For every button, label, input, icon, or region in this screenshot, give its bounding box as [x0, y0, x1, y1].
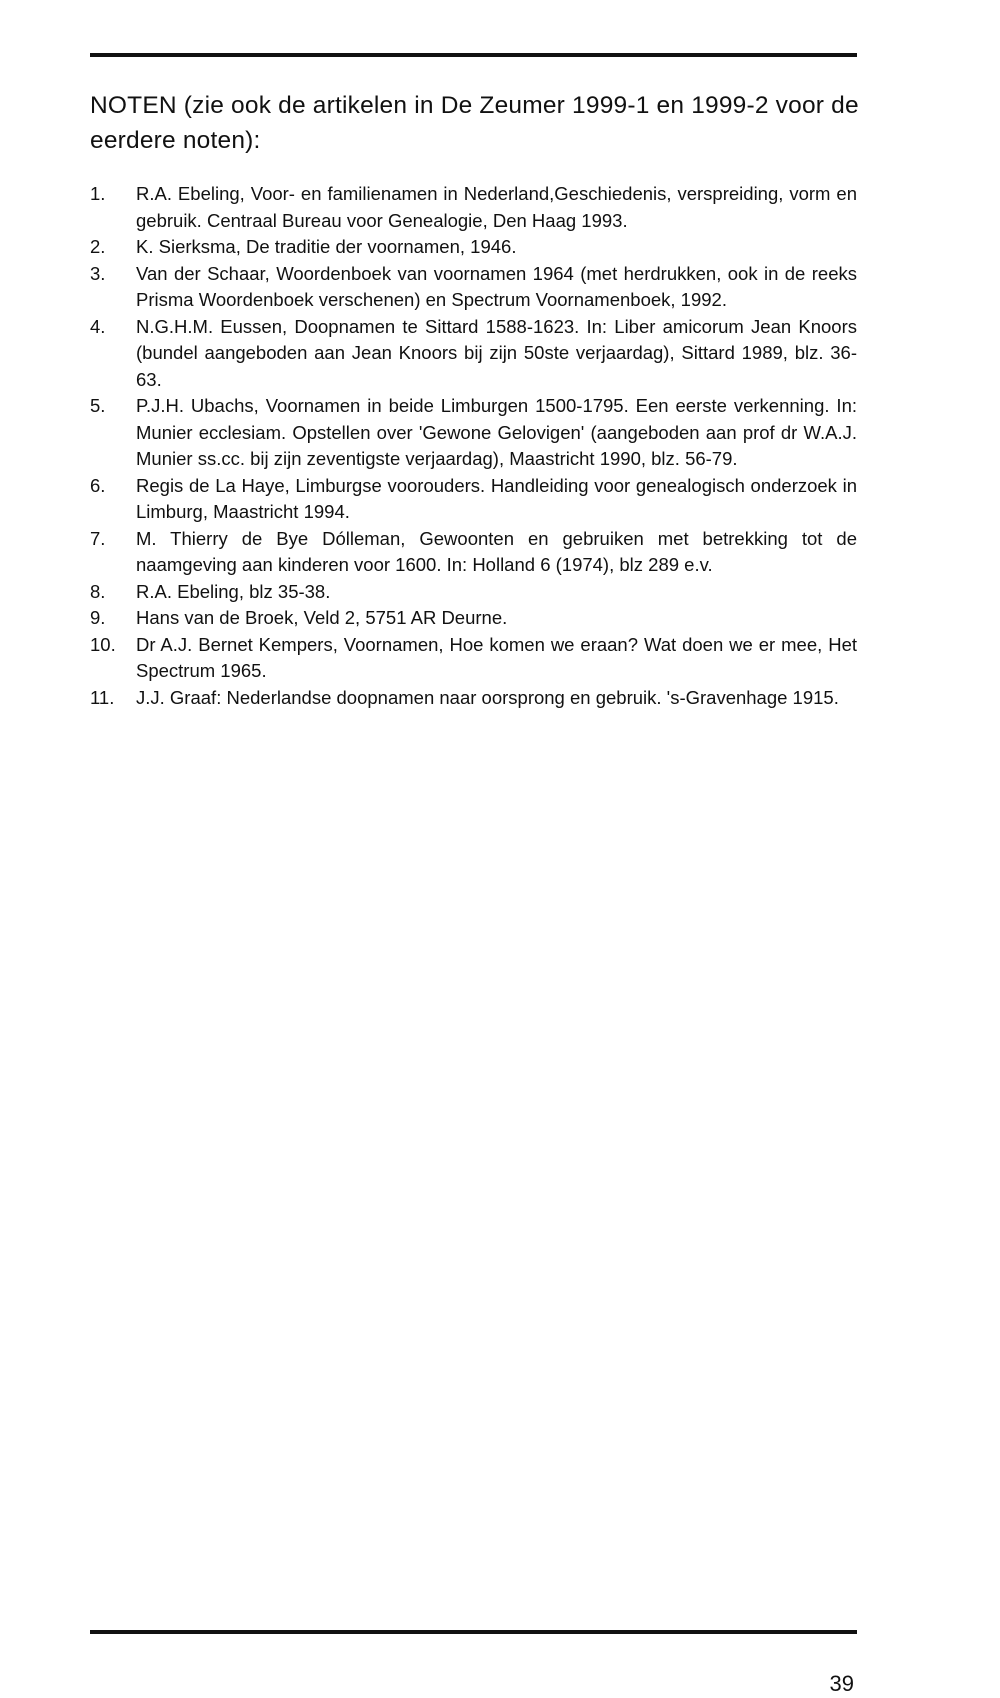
notes-heading: NOTEN (zie ook de artikelen in De Zeumer 1999-1 en 1999-2 voor de eerdere noten): [90, 92, 859, 154]
note-item [90, 473, 857, 526]
note-item [90, 181, 857, 234]
note-number: 2. [90, 236, 106, 257]
note-item [90, 261, 857, 314]
note-number: 7. [90, 527, 106, 549]
note-number: 8. [90, 580, 106, 602]
note-item [90, 234, 857, 261]
note-item [90, 526, 857, 579]
note-item [90, 314, 857, 394]
note-number: 3. [90, 262, 106, 284]
note-text: Regis de La Haye, Limburgse voorouders. Handleiding voor genealogisch onderzoek in Limburg, Maastricht 1994. [136, 474, 857, 522]
top-rule [90, 53, 857, 57]
note-number: 11. [90, 686, 115, 708]
note-text: J.J. Graaf: Nederlandse doopnamen naar oorsprong en gebruik. 's-Gravenhage 1915. [136, 686, 839, 708]
note-text: M. Thierry de Bye Dólleman, Gewoonten en gebruiken met betrekking tot de naamgeving aan kinderen voor 1600. In: Holland 6 (1974), blz 289 e.v. [136, 527, 857, 575]
note-number: 5. [90, 395, 106, 416]
note-number: 9. [90, 607, 106, 628]
note-number: 1. [90, 183, 106, 204]
note-text: R.A. Ebeling, Voor- en familienamen in Nederland,Geschiedenis, verspreiding, vorm en gebruik. Centraal Bureau voor Genealogie, Den Haag 1993. [136, 183, 857, 231]
page-number: 39 [829, 1671, 854, 1696]
note-item [90, 393, 857, 473]
note-text: R.A. Ebeling, blz 35-38. [136, 580, 331, 602]
note-number: 10. [90, 633, 116, 655]
notes-list [90, 181, 857, 711]
note-text: Dr A.J. Bernet Kempers, Voornamen, Hoe komen we eraan? Wat doen we er mee, Het Spectrum 1965. [136, 633, 857, 681]
note-text: N.G.H.M. Eussen, Doopnamen te Sittard 1588-1623. In: Liber amicorum Jean Knoors (bundel aangeboden aan Jean Knoors bij zijn 50ste verjaardag), Sittard 1989, blz. 36-63. [136, 315, 857, 390]
note-number: 6. [90, 474, 106, 496]
note-item [90, 579, 857, 606]
bottom-rule [90, 1630, 857, 1634]
note-text: Van der Schaar, Woordenboek van voornamen 1964 (met herdrukken, ook in de reeks Prisma Woordenboek verschenen) en Spectrum Voornamenboek, 1992. [136, 262, 857, 310]
note-item [90, 685, 857, 712]
note-item [90, 605, 857, 632]
note-text: Hans van de Broek, Veld 2, 5751 AR Deurne. [136, 607, 508, 628]
note-text: P.J.H. Ubachs, Voornamen in beide Limburgen 1500-1795. Een eerste verkenning. In: Munier ecclesiam. Opstellen over 'Gewone Gelovigen' (aangeboden aan prof dr W.A.J. Munier ss.cc. bij zijn zeventigste verjaardag), Maastricht 1990, blz. 56-79. [136, 395, 857, 469]
note-text: K. Sierksma, De traditie der voornamen, 1946. [136, 236, 517, 257]
note-item [90, 632, 857, 685]
note-number: 4. [90, 315, 106, 337]
